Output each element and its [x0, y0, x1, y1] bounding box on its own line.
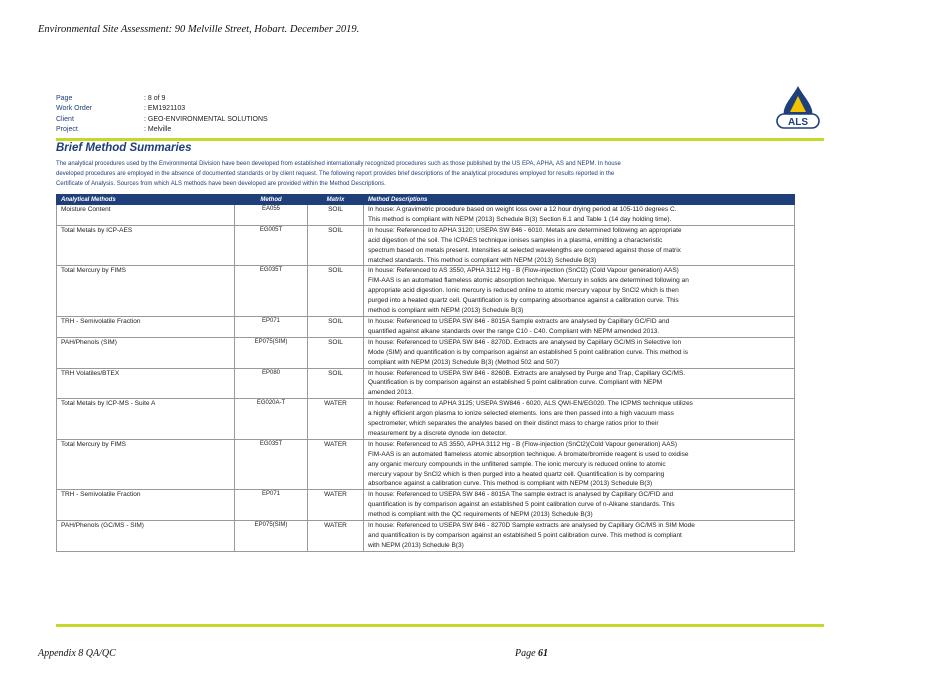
method-name-cell: TRH - Semivolatile Fraction: [57, 316, 235, 337]
meta-value: : EM1921103: [144, 105, 186, 113]
table-row: [57, 225, 795, 266]
description-line: compliant with NEPM (2013) Schedule B(3) (Method 502 and 507): [368, 358, 560, 366]
table-row: [57, 521, 795, 552]
description-line: any organic mercury compounds in the unfiltered sample. The ionic mercury is reduced online to atomic: [368, 460, 666, 468]
description-line: method is compliant with the QC requirements of NEPM (2013) Schedule B(3): [368, 511, 593, 519]
report-meta: [56, 94, 268, 135]
header-analytical-methods: Analytical Methods: [57, 195, 235, 205]
method-name-cell: PAH/Phenols (GC/MS - SIM): [57, 521, 235, 552]
description-line: with NEPM (2013) Schedule B(3): [368, 541, 464, 549]
matrix-cell: SOIL: [308, 266, 364, 317]
matrix-cell: WATER: [308, 490, 364, 521]
description-line: quantification is by comparison against an established 5 point calibration curve of n-Alkane standards. This: [368, 501, 675, 509]
method-code-cell: EG005T: [235, 225, 308, 266]
method-name-cell: Total Mercury by FIMS: [57, 266, 235, 317]
description-line: In house: Referenced to USEPA SW 846 - 8270D. Extracts are analysed by Capillary GC/MS in Selective Ion: [368, 338, 682, 346]
table-row: [57, 399, 795, 440]
top-divider: [56, 138, 824, 141]
method-code-cell: EP071: [235, 490, 308, 521]
description-line: matched standards. This method is compliant with NEPM (2013) Schedule B(3): [368, 256, 597, 264]
method-description-cell: [364, 399, 795, 440]
method-description-cell: [364, 337, 795, 368]
description-line: measurement by a discrete dynode ion detector.: [368, 429, 507, 437]
footer-page-number: 61: [538, 648, 549, 659]
table-body: [57, 205, 795, 552]
header-method: Method: [235, 195, 308, 205]
method-name-cell: PAH/Phenols (SIM): [57, 337, 235, 368]
method-code-cell: EG035T: [235, 266, 308, 317]
description-line: purged into a heated quartz cell. Quantification is by comparing absorbance against a calibration curve. This: [368, 297, 679, 305]
method-code-cell: EG020A-T: [235, 399, 308, 440]
table-row: [57, 490, 795, 521]
description-line: and quantification is by comparison against an established 5 point calibration curve. This method is compliant: [368, 532, 682, 539]
description-line: method is compliant with NEPM (2013) Schedule B(3): [368, 307, 524, 315]
table-row: [57, 316, 795, 337]
description-line: In house: Referenced to AS 3550, APHA 3112 Hg - B (Flow-injection (SnCl2)(Cold Vapour generation) AAS): [368, 440, 678, 448]
footer-appendix: Appendix 8 QA/QC: [38, 648, 116, 659]
meta-value: : 8 of 9: [144, 95, 166, 102]
description-line: amended 2013.: [368, 389, 414, 397]
description-line: In house: Referenced to USEPA SW 846 - 8015A Sample extracts are analysed by Capillary GC/FID and: [368, 317, 670, 325]
matrix-cell: SOIL: [308, 205, 364, 226]
meta-key: Project: [56, 125, 78, 133]
description-line: a highly efficient argon plasma to ionize selected elements. Ions are then passed into a high vacuum mass: [368, 410, 674, 418]
description-line: This method is compliant with NEPM (2013) Schedule B(3) Section 6.1 and Table 1 (14 day holding time).: [368, 215, 672, 223]
description-line: spectrum based on metals present. Intensities at selected wavelengths are compared against those of matrix: [368, 246, 681, 254]
method-description-cell: [364, 439, 795, 490]
method-code-cell: EP075(SIM): [235, 337, 308, 368]
description-line: FIM-AAS is an automated flameless atomic absorption technique. Mercury in solids are determined following an: [368, 277, 689, 285]
description-line: In house: Referenced to AS 3550, APHA 3112 Hg - B (Flow-injection (SnCl2) (Cold Vapour generation) AAS): [368, 267, 679, 275]
method-summary-table: [56, 194, 795, 552]
intro-line: The analytical procedures used by the Environmental Division have been developed from established internationally recognized procedures such as those published by the US EPA, APHA, AS and NEPM. In house: [56, 161, 621, 167]
description-line: mercury vapour by SnCl2 which is then purged into a heated quartz cell. Quantification is by comparing: [368, 470, 665, 478]
meta-value: : Melville: [144, 125, 172, 133]
meta-row-project: [56, 125, 268, 135]
description-line: FIM-AAS is an automated flameless atomic absorption technique. A bromate/bromide reagent is used to oxidise: [368, 450, 689, 458]
header-matrix: Matrix: [308, 195, 364, 205]
meta-key: Work Order: [56, 105, 93, 113]
method-code-cell: EP075(SIM): [235, 521, 308, 552]
method-name-cell: TRH - Semivolatile Fraction: [57, 490, 235, 521]
document-header: Environmental Site Assessment: 90 Melville Street, Hobart. December 2019.: [38, 24, 360, 35]
table-row: [57, 266, 795, 317]
als-logo: [772, 84, 824, 134]
description-line: acid digestion of the soil. The ICPAES technique ionises samples in a plasma, emitting a characteristic: [368, 236, 663, 244]
matrix-cell: SOIL: [308, 316, 364, 337]
meta-row-page: [56, 94, 268, 104]
logo-text: ALS: [788, 117, 808, 128]
description-line: Quantification is by comparison against an established 5 point calibration curve. Compliant with NEPM: [368, 379, 663, 387]
description-line: absorbance against a calibration curve. This method is compliant with NEPM (2013) Schedule B(3): [368, 480, 653, 488]
meta-row-client: [56, 115, 268, 125]
matrix-cell: SOIL: [308, 337, 364, 368]
intro-line: Certificate of Analysis. Sources from which ALS methods have been developed are provided within the Method Descriptions.: [56, 181, 386, 188]
description-line: In house: Referenced to USEPA SW 846 - 8260B. Extracts are analysed by Purge and Trap, Capillary GC/MS.: [368, 369, 686, 377]
method-description-cell: [364, 266, 795, 317]
method-code-cell: EP071: [235, 316, 308, 337]
matrix-cell: WATER: [308, 399, 364, 440]
footer-page: [515, 648, 548, 659]
section-title: Brief Method Summaries: [56, 142, 192, 154]
table-header-row: [57, 195, 795, 205]
meta-value: : GEO-ENVIRONMENTAL SOLUTIONS: [144, 115, 268, 123]
matrix-cell: WATER: [308, 521, 364, 552]
description-line: Mode (SIM) and quantification is by comparison against an established 5 point calibration curve. This method is: [368, 348, 688, 356]
bottom-divider: [56, 624, 824, 627]
meta-key: Page: [56, 95, 73, 102]
method-description-cell: [364, 316, 795, 337]
matrix-cell: SOIL: [308, 368, 364, 399]
method-description-cell: [364, 490, 795, 521]
method-name-cell: Total Mercury by FIMS: [57, 439, 235, 490]
method-name-cell: TRH Volatiles/BTEX: [57, 368, 235, 399]
method-name-cell: Total Metals by ICP-MS - Suite A: [57, 399, 235, 440]
intro-line: developed procedures are employed in the absence of documented standards or by client request. The following report provides brief descriptions of the analytical procedures employed for results reported in the: [56, 171, 615, 178]
method-code-cell: EA055: [235, 205, 308, 226]
table-row: [57, 337, 795, 368]
description-line: In house: Referenced to USEPA SW 846 - 8270D Sample extracts are analysed by Capillary GC/MS in SIM Mode: [368, 522, 695, 530]
method-name-cell: Total Metals by ICP-AES: [57, 225, 235, 266]
method-description-cell: [364, 225, 795, 266]
method-description-cell: [364, 368, 795, 399]
footer-page-label: Page: [515, 648, 536, 659]
description-line: spectrometer, which separates the analytes based on their distinct mass to charge ratios prior to their: [368, 420, 659, 428]
description-line: In house: A gravimetric procedure based on weight loss over a 12 hour drying period at 105-110 degrees C.: [368, 206, 677, 213]
description-line: In house: Referenced to APHA 3125; USEPA SW846 - 6020, ALS QWI-EN/EG020. The ICPMS technique utilizes: [368, 400, 693, 408]
matrix-cell: SOIL: [308, 225, 364, 266]
table-row: [57, 368, 795, 399]
meta-row-work-order: [56, 104, 268, 114]
table-row: [57, 205, 795, 226]
method-code-cell: EP080: [235, 368, 308, 399]
method-code-cell: EG035T: [235, 439, 308, 490]
description-line: appropriate acid digestion. Ionic mercury is reduced online to atomic mercury vapour by SnCl2 which is then: [368, 287, 679, 295]
header-method-descriptions: Method Descriptions: [364, 195, 795, 205]
matrix-cell: WATER: [308, 439, 364, 490]
method-description-cell: [364, 205, 795, 226]
method-description-cell: [364, 521, 795, 552]
intro-paragraph: [56, 159, 776, 190]
meta-key: Client: [56, 115, 74, 123]
description-line: In house: Referenced to USEPA SW 846 - 8015A The sample extract is analysed by Capillary GC/FID and: [368, 491, 674, 499]
description-line: In house: Referenced to APHA 3120; USEPA SW 846 - 6010. Metals are determined following an appropriate: [368, 226, 682, 234]
method-name-cell: Moisture Content: [57, 205, 235, 226]
description-line: quantified against alkane standards over the range C10 - C40. Compliant with NEPM amended 2013.: [368, 327, 660, 335]
table-row: [57, 439, 795, 490]
